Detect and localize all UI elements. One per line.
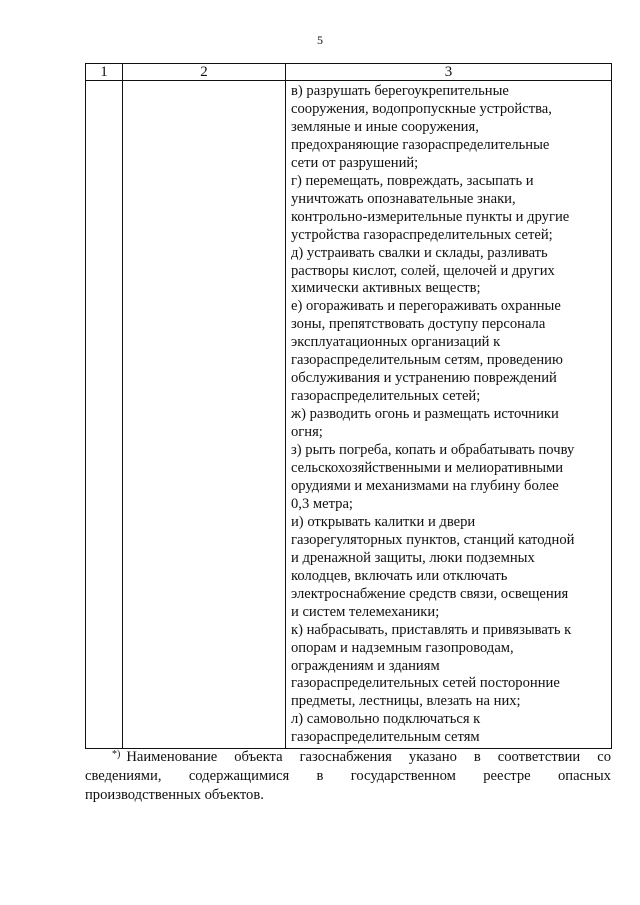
text-line: сети от разрушений; bbox=[291, 154, 419, 171]
table-row bbox=[86, 81, 612, 749]
text-line: г) перемещать, повреждать, засыпать и bbox=[291, 172, 534, 189]
text-line: и) открывать калитки и двери bbox=[291, 513, 476, 530]
restrictions-table bbox=[85, 63, 612, 749]
text-line: предметы, лестницы, влезать на них; bbox=[291, 693, 521, 710]
text-line: 0,3 метра; bbox=[291, 495, 353, 512]
footnote-first-word bbox=[112, 748, 217, 767]
text-line: и систем телемеханики; bbox=[291, 603, 440, 620]
text-line: в) разрушать берегоукрепительные bbox=[291, 83, 509, 99]
table-header-row bbox=[86, 64, 612, 81]
text-line: д) устраивать свалки и склады, разливать bbox=[291, 244, 548, 261]
text-line: обслуживания и устранению повреждений bbox=[291, 370, 557, 387]
text-line: колодцев, включать или отключать bbox=[291, 567, 508, 584]
text-line: и дренажной защиты, люки подземных bbox=[291, 549, 535, 566]
text-line: предохраняющие газораспределительные bbox=[291, 136, 550, 153]
text-line: опорам и надземным газопроводам, bbox=[291, 639, 514, 656]
footnote-word: опасных bbox=[557, 768, 611, 784]
footnote-word: сведениями, bbox=[85, 768, 162, 784]
text-line: зоны, препятствовать доступу персонала bbox=[291, 316, 546, 333]
cell-col1 bbox=[86, 81, 123, 749]
text-line: газорегуляторных пунктов, станций катодной bbox=[291, 531, 575, 548]
text-line: сельскохозяйственными и мелиоративными bbox=[291, 460, 564, 477]
text-line: сооружения, водопропускные устройства, bbox=[291, 100, 552, 117]
footnote-word: реестре bbox=[483, 768, 531, 784]
footnote-word: в bbox=[316, 768, 324, 784]
footnote-word: содержащимися bbox=[188, 768, 290, 784]
text-line: ж) разводить огонь и размещать источники bbox=[291, 406, 559, 423]
text-line: контрольно-измерительные пункты и другие bbox=[291, 208, 570, 225]
text-line: земляные и иные сооружения, bbox=[291, 118, 479, 135]
cell-col2 bbox=[123, 81, 286, 749]
text-line: газораспределительных сетей посторонние bbox=[291, 675, 560, 692]
footnote-word: газоснабжения bbox=[299, 749, 392, 765]
footnote-word: Наименование bbox=[126, 749, 218, 765]
text-line: газораспределительным сетям bbox=[291, 729, 480, 746]
page-number: 5 bbox=[317, 33, 323, 47]
text-line: ограждениям и зданиям bbox=[291, 657, 440, 674]
footnote-word: в bbox=[473, 749, 481, 765]
column-header-3: 3 bbox=[286, 64, 612, 81]
footnote-line-3: производственных объектов. bbox=[85, 787, 264, 803]
text-line: устройства газораспределительных сетей; bbox=[291, 226, 553, 243]
footnote-word: объекта bbox=[234, 749, 283, 765]
text-line: к) набрасывать, приставлять и привязывать к bbox=[291, 621, 572, 638]
footnote-word: государственном bbox=[350, 768, 456, 784]
cell-col3 bbox=[286, 81, 612, 749]
text-line: л) самовольно подключаться к bbox=[291, 711, 481, 728]
column-header-1: 1 bbox=[86, 64, 123, 81]
footnote-line-2 bbox=[85, 767, 611, 786]
text-line: е) огораживать и перегораживать охранные bbox=[291, 298, 561, 315]
footnote-mark: *) bbox=[112, 749, 121, 760]
footnote-word: со bbox=[597, 749, 611, 765]
text-line: огня; bbox=[291, 424, 323, 441]
text-line: электроснабжение средств связи, освещения bbox=[291, 585, 569, 602]
text-line: растворы кислот, солей, щелочей и других bbox=[291, 262, 555, 279]
text-line: химически активных веществ; bbox=[291, 280, 481, 297]
restrictions-text bbox=[286, 81, 611, 748]
text-line: орудиями и механизмами на глубину более bbox=[291, 477, 559, 494]
text-line: газораспределительных сетей; bbox=[291, 388, 481, 405]
footnote-line-1 bbox=[85, 748, 611, 767]
footnote bbox=[85, 748, 611, 805]
text-line: з) рыть погреба, копать и обрабатывать почву bbox=[291, 442, 575, 459]
footnote-word: соответствии bbox=[497, 749, 581, 765]
footnote-word: указано bbox=[408, 749, 457, 765]
text-line: газораспределительным сетям, проведению bbox=[291, 352, 563, 369]
column-header-2: 2 bbox=[123, 64, 286, 81]
text-line: эксплуатационных организаций к bbox=[291, 334, 501, 351]
text-line: уничтожать опознавательные знаки, bbox=[291, 190, 516, 207]
